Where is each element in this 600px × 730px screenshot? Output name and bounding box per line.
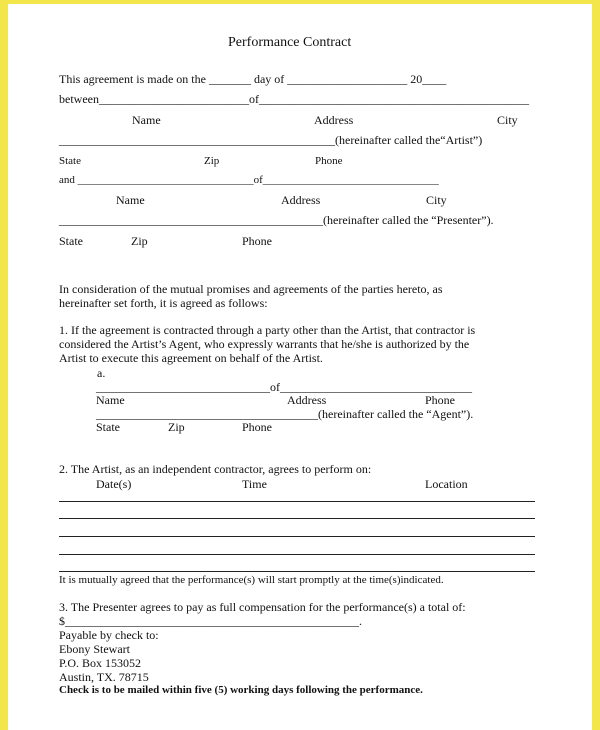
performance-row-line [59,501,535,502]
presenter-phone-label: Phone [242,234,272,248]
agent-phone-label: Phone [425,393,455,407]
clause-3-line: 3. The Presenter agrees to pay as full compensation for the performance(s) a total of: [59,600,466,614]
agent-phone-label-2: Phone [242,420,272,434]
location-header: Location [425,477,468,491]
page-title: Performance Contract [228,35,352,50]
agent-line-2: _____________________________________(hereinafter called the “Agent”). [96,407,474,421]
payable-label: Payable by check to: [59,628,159,642]
performance-row-line [59,571,535,572]
payee-name: Ebony Stewart [59,642,130,656]
artist-name-label: Name [132,113,161,127]
clause-2-line: 2. The Artist, as an independent contractor, agrees to perform on: [59,462,372,476]
between-line: between_________________________of_____________________________________________ [59,92,529,106]
presenter-city-label: City [426,193,447,207]
clause-1-line-1: 1. If the agreement is contracted through a party other than the Artist, that contractor is [59,323,476,337]
clause-1-line-2: considered the Artist’s Agent, who expressly warrants that he/she is authorized by the [59,337,470,351]
clause-1a-marker: a. [97,366,106,380]
artist-zip-label: Zip [204,155,220,167]
presenter-address-label: Address [281,193,321,207]
mail-deadline-note: Check is to be mailed within five (5) working days following the performance. [59,684,423,696]
artist-address-label: Address [314,113,354,127]
start-time-note: It is mutually agreed that the performance(s) will start promptly at the time(s)indicated. [59,574,444,586]
agent-zip-label: Zip [168,420,185,434]
artist-city-label: City [497,113,518,127]
dates-header: Date(s) [96,477,132,491]
time-header: Time [242,477,267,491]
artist-state-label: State [59,155,81,167]
clause-1-line-3: Artist to execute this agreement on behalf of the Artist. [59,351,323,365]
presenter-line: ____________________________________________(hereinafter called the “Presenter”). [59,213,494,227]
performance-row-line [59,554,535,555]
performance-row-line [59,518,535,519]
presenter-name-label: Name [116,193,145,207]
agent-name-label: Name [96,393,125,407]
artist-phone-label: Phone [315,155,343,167]
performance-row-line [59,536,535,537]
payee-po-box: P.O. Box 153052 [59,656,142,670]
presenter-state-label: State [59,234,83,248]
artist-line: ______________________________________________(hereinafter called the“Artist”) [59,133,483,147]
agent-line-1: _____________________________of________________________________ [96,380,472,394]
consideration-line-1: In consideration of the mutual promises and agreements of the parties hereto, as [59,282,443,296]
agent-address-label: Address [287,393,327,407]
payee-city: Austin, TX. 78715 [59,670,149,684]
and-line: and ________________________________of________________________________ [59,174,439,186]
contract-page [8,4,592,730]
agent-state-label: State [96,420,120,434]
presenter-zip-label: Zip [131,234,148,248]
amount-line: $_________________________________________________. [59,614,362,628]
consideration-line-2: hereinafter set forth, it is agreed as follows: [59,296,268,310]
agreement-date-line: This agreement is made on the _______ day of ____________________ 20____ [59,72,447,86]
